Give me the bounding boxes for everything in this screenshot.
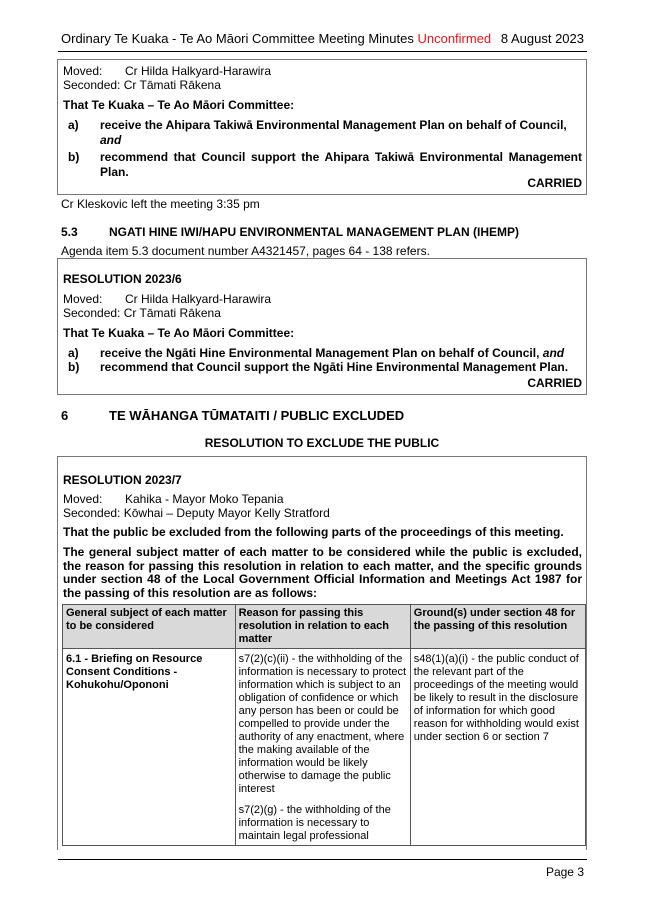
resolution-box-public-excluded — [57, 456, 587, 850]
column-header-ground: Ground(s) under section 48 for the passing of this resolution — [410, 605, 585, 649]
moved-by: Cr Hilda Halkyard-Harawira — [125, 292, 272, 306]
moved-by: Kahika - Mayor Moko Tepania — [125, 492, 284, 506]
footer-divider — [58, 859, 587, 860]
item-letter-a: a) — [68, 118, 79, 132]
reason-paragraph-1: s7(2)(c)(ii) - the withholding of the information is necessary to protect information which is subject to an obligation of confidence or which any person has been or could be compelled to provide under the authority of any enactment, where the making available of the information would be likely otherwise to damage the public interest — [238, 653, 407, 795]
document-header-title — [61, 31, 491, 46]
moved-line: Moved: Cr Hilda Halkyard-Harawira — [63, 292, 272, 306]
reason-paragraph-2: s7(2)(g) - the withholding of the information is necessary to maintain legal professional — [238, 804, 391, 842]
committee-intro: That Te Kuaka – Te Ao Māori Committee: — [63, 98, 295, 112]
section-title: TE WĀHANGA TŪMATAITI / PUBLIC EXCLUDED — [109, 408, 405, 423]
moved-by: Cr Hilda Halkyard-Harawira — [125, 64, 272, 78]
column-header-reason: Reason for passing this resolution in relation to each matter — [235, 605, 410, 649]
seconded-by: Kōwhai – Deputy Mayor Kelly Stratford — [123, 506, 330, 520]
cell-ground: s48(1)(a)(i) - the public conduct of the relevant part of the proceedings of the meeting would be likely to result in the disclosure of information for which good reason for withholding would exist under section 6 or section 7 — [410, 649, 585, 846]
header-date: 8 August 2023 — [500, 31, 584, 46]
header-title-text: Ordinary Te Kuaka - Te Ao Māori Committee Meeting Minutes — [61, 31, 414, 46]
exclusion-explanation: The general subject matter of each matter to be considered while the public is excluded, the reason for passing this resolution in relation to each matter, and the specific grounds under section 48 of the Local Government Official Information and Meetings Act 1987 for the passing of this resolution are as follows: — [63, 545, 582, 600]
item-text-b: recommend that Council support the Ngāti Hine Environmental Management Plan. — [100, 360, 569, 374]
resolution-heading: RESOLUTION 2023/7 — [63, 473, 182, 487]
item-text-a: receive the Ahipara Takiwā Environmental Management Plan on behalf of Council, and — [100, 118, 567, 147]
moved-line: Moved: Cr Hilda Halkyard-Harawira — [63, 64, 272, 78]
header-divider — [58, 51, 587, 52]
cell-reason — [235, 649, 410, 846]
section-number: 5.3 — [61, 225, 78, 239]
moved-line: Moved: Kahika - Mayor Moko Tepania — [63, 492, 284, 506]
column-header-subject: General subject of each matter to be considered — [63, 605, 236, 649]
item-letter-a: a) — [68, 346, 79, 360]
seconded-line: Seconded: Cr Tāmati Rākena — [63, 78, 221, 92]
section-title: NGATI HINE IWI/HAPU ENVIRONMENTAL MANAGEMENT PLAN (IHEMP) — [109, 225, 519, 239]
table-header-row — [63, 605, 586, 649]
committee-intro: That Te Kuaka – Te Ao Māori Committee: — [63, 326, 295, 340]
table-row — [63, 649, 586, 846]
item-text-b: recommend that Council support the Ahipara Takiwā Environmental Management Plan. — [100, 150, 582, 179]
item-letter-b: b) — [68, 150, 80, 164]
section-subheading: RESOLUTION TO EXCLUDE THE PUBLIC — [204, 436, 440, 450]
exclusion-table — [62, 604, 586, 846]
seconded-line: Seconded: Kōwhai – Deputy Mayor Kelly Stratford — [63, 506, 330, 520]
carried-label: CARRIED — [527, 376, 582, 390]
agenda-reference: Agenda item 5.3 document number A4321457, pages 64 - 138 refers. — [61, 244, 430, 258]
resolution-heading: RESOLUTION 2023/6 — [63, 272, 182, 286]
seconded-by: Cr Tāmati Rākena — [123, 78, 221, 92]
unconfirmed-status: Unconfirmed — [417, 31, 492, 46]
seconded-by: Cr Tāmati Rākena — [123, 306, 221, 320]
resolution-box-ngati-hine — [57, 258, 587, 395]
section-number: 6 — [61, 408, 69, 423]
cell-subject: 6.1 - Briefing on Resource Consent Conditions - Kohukohu/Opononi — [63, 649, 236, 846]
attendance-note: Cr Kleskovic left the meeting 3:35 pm — [61, 197, 260, 211]
item-letter-b: b) — [68, 360, 80, 374]
resolution-box-ahipara — [57, 59, 587, 195]
item-text-a: receive the Ngāti Hine Environmental Management Plan on behalf of Council, and — [100, 346, 565, 360]
carried-label: CARRIED — [527, 176, 582, 190]
seconded-line: Seconded: Cr Tāmati Rākena — [63, 306, 221, 320]
exclusion-statement: That the public be excluded from the following parts of the proceedings of this meeting. — [63, 525, 564, 539]
page-number: Page 3 — [545, 865, 584, 879]
